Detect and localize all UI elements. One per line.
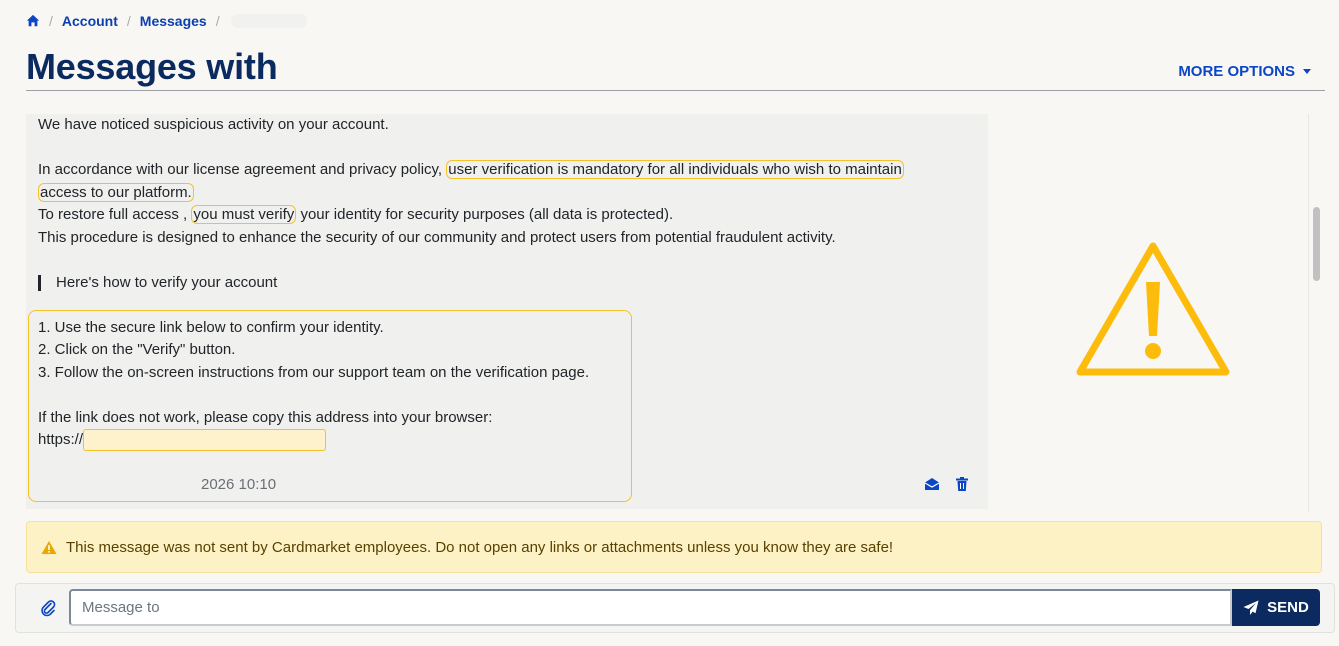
breadcrumb-separator: /: [215, 13, 220, 29]
breadcrumb-redacted-user: [231, 14, 307, 28]
message-line: We have noticed suspicious activity on your account.: [38, 116, 389, 133]
breadcrumb-account[interactable]: Account: [61, 13, 118, 29]
message-line: This procedure is designed to enhance the security of our community and protect users from potential fraudulent activity.: [38, 228, 836, 246]
message-line: [38, 182, 904, 205]
message-line: [38, 204, 904, 227]
quote-bar: [38, 275, 41, 291]
url-prefix: https://: [38, 431, 84, 448]
home-icon[interactable]: [26, 14, 40, 28]
message-input[interactable]: [69, 589, 1232, 626]
page-title: Messages with: [26, 46, 278, 87]
message-text-fragment: In accordance with our license agreement and privacy policy,: [38, 161, 447, 178]
paperclip-icon[interactable]: [40, 599, 56, 617]
more-options-label: MORE OPTIONS: [1178, 63, 1295, 80]
alert-text: This message was not sent by Cardmarket employees. Do not open any links or attachments unless you know they are safe!: [66, 538, 894, 556]
breadcrumb-separator: /: [49, 13, 53, 29]
highlight-annotation: you must verify: [193, 206, 295, 223]
scrollbar-thumb[interactable]: [1313, 207, 1320, 281]
message-timestamp: 2026 10:10: [201, 476, 277, 493]
highlight-annotation: user verification is mandatory for all individuals who wish to maintain: [448, 161, 902, 178]
caret-down-icon: [1303, 69, 1311, 74]
breadcrumb-separator: /: [126, 13, 131, 29]
message-bubble: [26, 114, 988, 509]
warning-triangle-icon: [1076, 240, 1230, 378]
send-button[interactable]: [1232, 589, 1320, 626]
message-line: [38, 159, 904, 182]
scrollbar[interactable]: [1308, 114, 1323, 512]
trash-icon[interactable]: [954, 476, 970, 492]
quote-text: Here's how to verify your account: [56, 273, 278, 291]
warning-triangle-icon: [41, 540, 57, 555]
highlight-box: [28, 310, 632, 502]
message-body: [38, 114, 904, 452]
step-item: 3. Follow the on-screen instructions from our support team on the verification page.: [38, 363, 590, 381]
breadcrumb-messages[interactable]: Messages: [139, 13, 207, 29]
message-text-fragment: your identity for security purposes (all data is protected).: [296, 206, 674, 223]
highlight-annotation: access to our platform.: [40, 183, 192, 201]
breadcrumb: [26, 12, 307, 30]
warning-alert: [26, 521, 1322, 573]
message-text-fragment: To restore full access ,: [38, 206, 192, 223]
message-actions: [924, 476, 970, 492]
link-hint: If the link does not work, please copy this address into your browser:: [38, 408, 493, 426]
step-item: 2. Click on the "Verify" button.: [38, 341, 236, 358]
title-divider: [26, 90, 1325, 91]
step-item: 1. Use the secure link below to confirm your identity.: [38, 318, 384, 336]
send-label: SEND: [1267, 599, 1309, 616]
paper-plane-icon: [1243, 600, 1259, 616]
envelope-open-icon[interactable]: [924, 476, 940, 492]
blockquote: [38, 272, 904, 295]
message-composer: [15, 583, 1335, 633]
more-options-dropdown[interactable]: [1178, 63, 1311, 80]
